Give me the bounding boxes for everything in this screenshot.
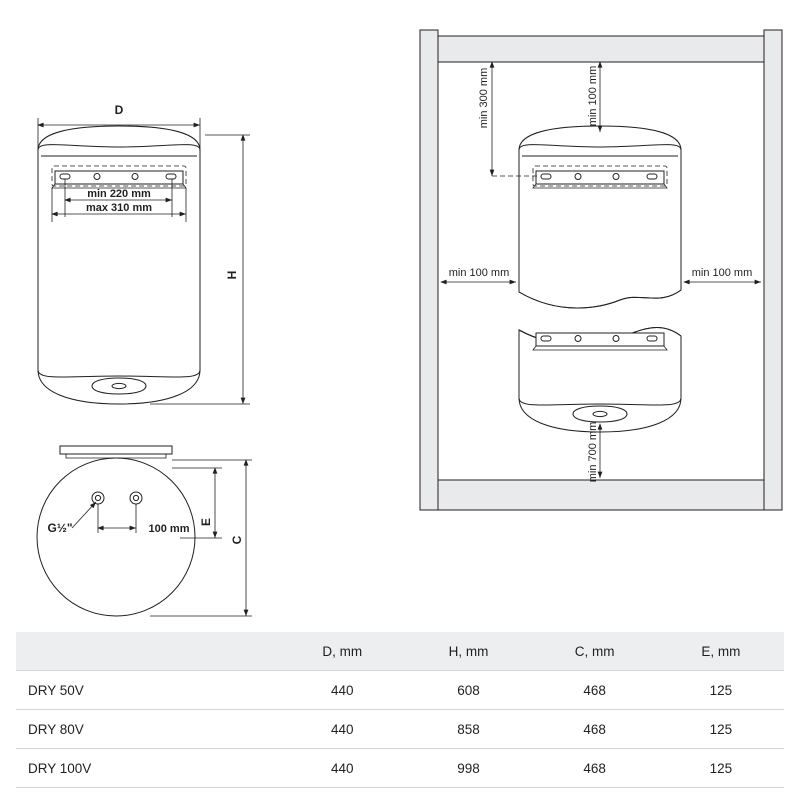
cell-h: 998 (405, 749, 531, 788)
cell-c: 468 (532, 749, 658, 788)
column-header-model (16, 632, 279, 671)
column-header-h: H, mm (405, 632, 531, 671)
front-view-width-label: D (114, 103, 124, 117)
cell-h: 608 (405, 671, 531, 710)
port-spacing-label: 100 mm (148, 523, 190, 535)
cell-model: DRY 100V (16, 749, 279, 788)
cell-e: 125 (658, 710, 784, 749)
table-body (16, 671, 784, 788)
specifications-table (16, 632, 784, 788)
front-view-height-label: H (225, 270, 239, 280)
cell-model: DRY 50V (16, 671, 279, 710)
top-view-e-label: E (199, 517, 213, 527)
cell-d: 440 (279, 749, 405, 788)
table-header (16, 632, 784, 671)
table-row (16, 671, 784, 710)
column-header-c: C, mm (532, 632, 658, 671)
cell-c: 468 (532, 671, 658, 710)
cell-e: 125 (658, 749, 784, 788)
top-view-c-label: C (230, 535, 244, 545)
table-row (16, 710, 784, 749)
connection-size-label: G½" (47, 521, 73, 535)
bracket-max-label: max 310 mm (85, 202, 153, 214)
clearance-top-right-label: min 100 mm (587, 65, 599, 127)
front-view-drawing (38, 118, 250, 404)
table-header-row (16, 632, 784, 671)
clearance-bottom-label: min 700 mm (587, 421, 599, 483)
cell-c: 468 (532, 710, 658, 749)
bracket-min-label: min 220 mm (87, 188, 151, 200)
column-header-e: E, mm (658, 632, 784, 671)
cell-model: DRY 80V (16, 710, 279, 749)
clearance-left-label: min 100 mm (448, 267, 510, 279)
cell-h: 858 (405, 710, 531, 749)
cell-d: 440 (279, 671, 405, 710)
cell-d: 440 (279, 710, 405, 749)
cell-e: 125 (658, 671, 784, 710)
table-row (16, 749, 784, 788)
clearance-top-left-label: min 300 mm (478, 67, 490, 129)
clearance-right-label: min 100 mm (691, 267, 753, 279)
column-header-d: D, mm (279, 632, 405, 671)
